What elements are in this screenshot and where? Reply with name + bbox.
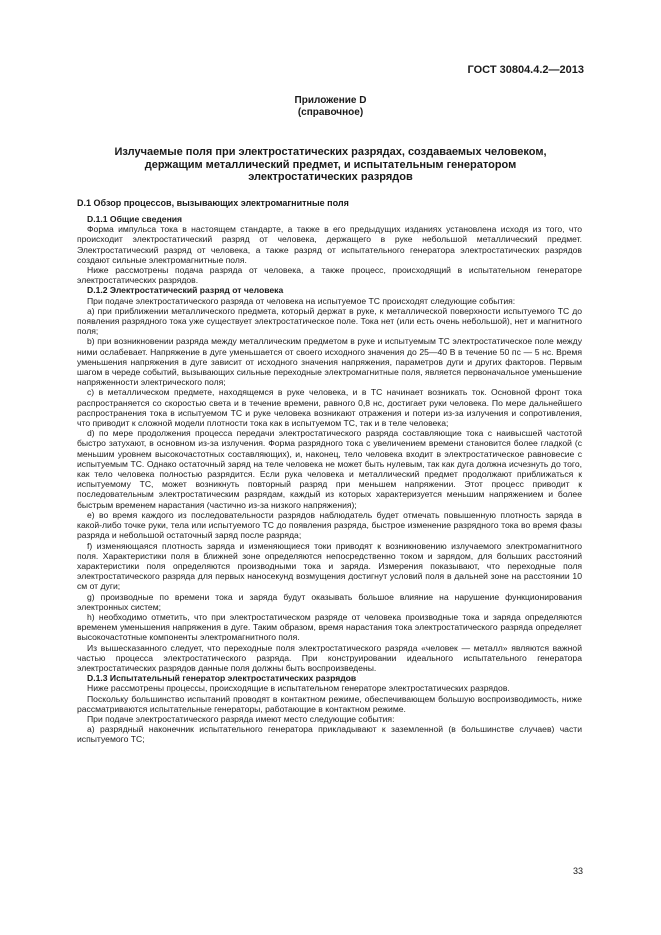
list-item: b) при возникновении разряда между металлическим предметом в руке и испытуемым ТС электростатическое поле между ними ослабевает. Напряжение в дуге уменьшается от своего исходного значения до 25—40 В в течение 50 пс — 5 нс. Время уменьшения напряжения в дуге зависит от исходного значения напряжения, параметров дуги и других факторов. Первым шагом в череде событий, вызывающих сильные переходные электромагнитные поля, является первоначальное уменьшение напряженности электрического поля;	[77, 336, 582, 388]
document-title	[0, 146, 661, 184]
standard-number: ГОСТ 30804.4.2—2013	[467, 64, 584, 76]
paragraph: Из вышесказанного следует, что переходные поля электростатического разряда «человек — металл» являются важной частью процесса электростатического разряда. При конструировании идеального испытательного генератора электростатических разрядов данные поля должны быть воспроизведены.	[77, 642, 582, 673]
paragraph: Поскольку большинство испытаний проводят в контактном режиме, обеспечивающем большую воспроизводимость, ниже рассматриваются испытательные генераторы, работающие в контактном режиме.	[77, 693, 582, 714]
paragraph: Ниже рассмотрены подача разряда от человека, а также процесс, происходящий в испытательном генераторе электростатических разрядов.	[77, 265, 582, 286]
list-item: h) необходимо отметить, что при электростатическом разряде от человека производные тока и заряда определяются временем уменьшения напряжения в дуге. Таким образом, время нарастания тока электростатического разряда определяет высокочастотные компоненты электромагнитного поля.	[77, 611, 582, 643]
document-title-line: электростатических разрядов	[248, 171, 413, 183]
section-d12-heading: D.1.2 Электростатический разряд от человека	[87, 285, 284, 296]
document-body	[77, 214, 582, 745]
appendix-kind: (справочное)	[297, 107, 364, 118]
paragraph: При подаче электростатического разряда имеют место следующие события:	[87, 713, 395, 724]
list-item: f) изменяющаяся плотность заряда и изменяющиеся токи приводят к возникновению излучаемого электромагнитного поля. Характеристики поля в ближней зоне определяются непосредственно током и зарядом, для больших расстояний характеристики поля определяются производными тока и заряда. Измерения показывают, что переходные поля электростатического разряда для первых наносекунд возмущения достигнут условий поля в дальней зоне на расстоянии 10 см от дуги;	[77, 540, 582, 592]
paragraph: Форма импульса тока в настоящем стандарте, а также в его предыдущих изданиях установлена исходя из того, что происходит электростатический разряд от человека, держащего в руке небольшой металлический предмет. Электростатический разряд от человека, а также разряд от испытательного генератора электростатических разрядов создают сильные электромагнитные поля.	[77, 224, 582, 265]
list-item: g) производные по времени тока и заряда будут оказывать большое влияние на нарушение функционирования электронных систем;	[77, 591, 582, 612]
list-item: d) по мере продолжения процесса передачи электростатического разряда составляющие тока с наивысшей частотой быстро затухают, в основном из-за излучения. Форма разрядного тока с увеличением времени становится более гладкой (с меньшим уровнем высокочастотных составляющих), и, наконец, тело человека входит в электростатическое равновесие с испытуемым ТС. Однако остаточный заряд на теле человека не может быть нулевым, так как дуга должна исчезнуть до того, как тело человека полностью разрядится. Если рука человека и металлический предмет продолжают приближаться к испытуемому ТС, может возникнуть повторный разряд при меньшем напряжении. Этот процесс приводит к последовательным электростатическим разрядам, каждый из которых характеризуется меньшим напряжением и более быстрым временем нарастания (частично из-за низкого напряжения);	[77, 428, 582, 510]
paragraph: Ниже рассмотрены процессы, происходящие в испытательном генераторе электростатических разрядов.	[87, 683, 510, 694]
section-d11-heading: D.1.1 Общие сведения	[87, 214, 183, 224]
section-d13-heading: D.1.3 Испытательный генератор электростатических разрядов	[87, 673, 357, 684]
list-item: a) разрядный наконечник испытательного генератора прикладывают к заземленной (в большинстве случаев) части испытуемого ТС;	[77, 724, 582, 745]
paragraph: При подаче электростатического разряда от человека на испытуемое ТС происходят следующие события:	[87, 295, 516, 306]
document-title-line: Излучаемые поля при электростатических разрядах, создаваемых человеком,	[114, 146, 547, 158]
appendix-title: Приложение D	[294, 95, 367, 106]
document-title-line: держащим металлический предмет, и испытательным генератором	[144, 158, 517, 171]
list-item: c) в металлическом предмете, находящемся в руке человека, и в ТС начинает возникать ток. Основной фронт тока распространяется со скоростью света и в течение времени, равного 0,8 нс, достигает руки человека. По мере дальнейшего распространения тока в испытуемом ТС и руке человека возникают отражения и потери из-за излучения и сопротивления, что приводит к сложной модели плотности тока как в испытуемом ТС, так и в теле человека;	[77, 387, 582, 429]
page-number: 33	[572, 866, 583, 876]
section-d1-heading: D.1 Обзор процессов, вызывающих электромагнитные поля	[77, 198, 349, 208]
list-item: e) во время каждого из последовательности разрядов наблюдатель будет отмечать повышенную плотность заряда в какой-либо точке руки, тела или испытуемого ТС до появления разряда, быстрое изменение разрядного тока во время фазы разряда и небольшой остаточный заряд после разряда;	[77, 509, 582, 541]
list-item: a) при приближении металлического предмета, который держат в руке, к металлической поверхности испытуемого ТС до появления разрядного тока уже существует электростатическое поле. Тока нет (или есть очень небольшой), нет и магнитного поля;	[77, 305, 582, 337]
